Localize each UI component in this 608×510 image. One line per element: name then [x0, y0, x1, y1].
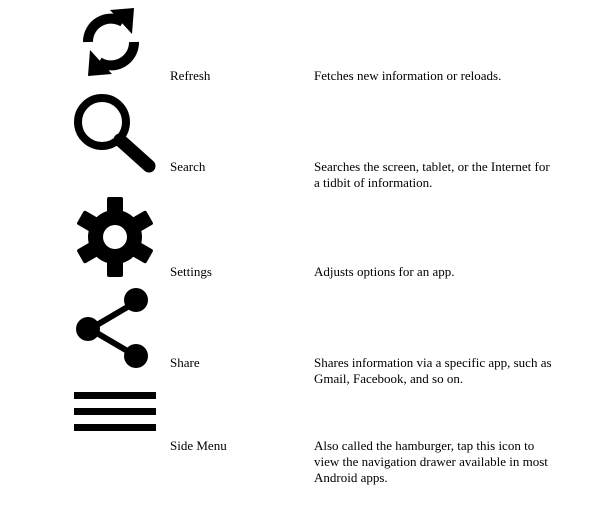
search-label: Search: [170, 159, 206, 174]
share-label: Share: [170, 355, 200, 370]
share-icon: [72, 286, 154, 370]
gear-icon: [74, 196, 156, 278]
search-description: Searches the screen, tablet, or the Internet for a tidbit of information.: [314, 159, 550, 190]
share-description: Shares information via a specific app, such as Gmail, Facebook, and so on.: [314, 355, 552, 386]
hamburger-menu-icon: [74, 392, 156, 432]
settings-label: Settings: [170, 264, 212, 279]
search-icon: [72, 92, 156, 174]
refresh-label: Refresh: [170, 68, 211, 83]
side-menu-description: Also called the hamburger, tap this icon to view the navigation drawer available in most Android apps.: [314, 438, 548, 485]
side-menu-label: Side Menu: [170, 438, 227, 453]
refresh-icon: [72, 4, 150, 80]
refresh-description: Fetches new information or reloads.: [314, 68, 502, 83]
settings-description: Adjusts options for an app.: [314, 264, 455, 279]
